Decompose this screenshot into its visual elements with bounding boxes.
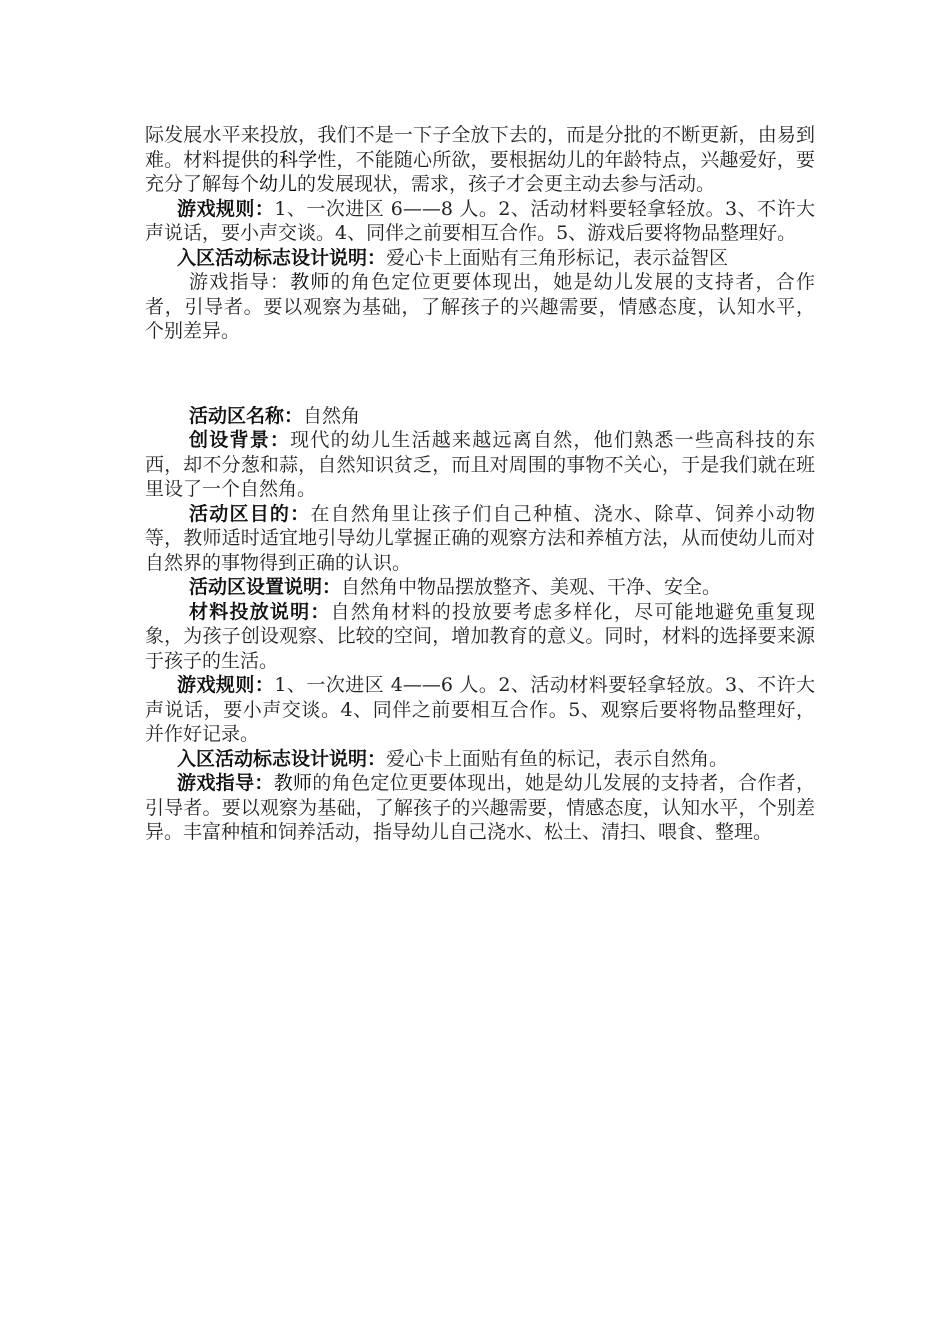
material-paragraph xyxy=(145,600,815,674)
background-text: 现代的幼儿生活越来越远离自然，他们熟悉一些高科技的东西，却不分葱和蒜，自然知识贫乏，而且对周围的事物不关心，于是我们就在班里设了一个自然角。 xyxy=(145,429,815,500)
document-body xyxy=(145,123,815,845)
material-label: 材料投放说明： xyxy=(189,600,331,623)
keyword-link: 教师 xyxy=(273,772,313,794)
sign-text: 爱心卡上面贴有三角形标记，表示益智区 xyxy=(386,246,729,269)
guide-label: 游戏指导： xyxy=(177,772,274,794)
sign-label: 入区活动标志设计说明： xyxy=(177,747,387,770)
background-label: 创设背景： xyxy=(189,429,291,451)
goal-label: 活动区目的： xyxy=(189,502,311,525)
keyword-link: 幼儿 xyxy=(259,173,298,195)
rules-label: 游戏规则： xyxy=(177,197,275,220)
guide-text: 的角色定位更要体现出，她是幼儿发展的支持者，合作者，引导者。要以观察为基础，了解孩子的兴趣需要，情感态度，认知水平， 个别差异。 xyxy=(145,271,815,342)
setting-paragraph xyxy=(145,575,815,600)
sign-label: 入区活动标志设计说明： xyxy=(177,246,387,269)
section-spacer xyxy=(145,344,815,404)
intro-paragraph xyxy=(145,123,815,197)
guide-paragraph xyxy=(145,270,815,344)
keyword-link: 教师 xyxy=(290,271,331,293)
rules-paragraph xyxy=(145,197,815,246)
rules-text: 1、一次进区 4——6 人。2、活动材料要轻拿轻放。3、不许大声说话，要小声交谈。4、同伴之前要相互合作。5、观察后要将物品整理好， 并作好记录。 xyxy=(145,674,815,745)
sign-text: 爱心卡上面贴有鱼的标记，表示自然角。 xyxy=(386,747,729,770)
rules-paragraph xyxy=(145,673,815,747)
area-name-text: 自然角 xyxy=(303,404,361,427)
background-paragraph xyxy=(145,428,815,502)
area-name-label: 活动区名称： xyxy=(189,404,304,427)
area-name-paragraph xyxy=(145,404,815,429)
goal-paragraph xyxy=(145,502,815,576)
goal-text: 在自然角里让孩子们自己种植、浇水、除草、饲养小动物等，教师适时适宜地引导幼儿掌握正确的观察方法和养植方法，从而使幼儿而对自然界的事物得到正确的认识。 xyxy=(145,502,815,574)
intro-text: 性，不能随心所欲，要根据幼儿的年龄特点，兴趣爱好，要充分了解每个 xyxy=(145,148,815,195)
rules-label: 游戏规则： xyxy=(177,674,275,696)
guide-label: 游戏指导： xyxy=(189,271,291,293)
guide-paragraph xyxy=(145,771,815,845)
guide-text: 的角色定位更要体现出，她是幼儿发展的支持者，合作者，引导者。要以观察为基础，了解孩子的兴趣需要，情感态度，认知水平，个别差异。丰富种植和饲养活动，指导幼儿自己浇水、松土、清扫、喂食、整理。 xyxy=(145,772,815,843)
material-text: 自然角材料的投放要考虑多样化，尽可能地避免重复现象，为孩子创设观察、比较的空间，增加教育的意义。同时，材料的选择要来源于孩子的生活。 xyxy=(145,600,815,672)
intro-text: 的发展现状，需求，孩子才会更主动去参与活动。 xyxy=(297,173,716,195)
setting-label: 活动区设置说明： xyxy=(189,576,342,598)
sign-paragraph xyxy=(145,246,815,271)
keyword-link: 科学 xyxy=(279,148,318,171)
setting-text: 自然角中物品摆放整齐、美观、干净、安全。 xyxy=(341,576,722,598)
intro-text: 际发展水平来投放，我们不是一下子全放下去的，而是分批的不断更新，由易到难。材料提供的 xyxy=(145,124,815,171)
sign-paragraph xyxy=(145,747,815,772)
rules-text: 1、一次进区 6——8 人。2、活动材料要轻拿轻放。3、不许大声说话，要小声交谈。4、同伴之前要相互合作。5、游戏后要将物品整理好。 xyxy=(145,197,815,244)
